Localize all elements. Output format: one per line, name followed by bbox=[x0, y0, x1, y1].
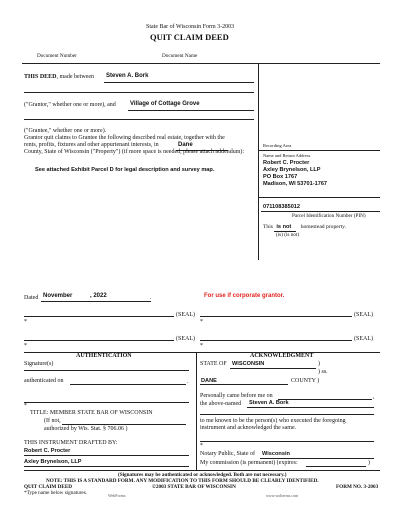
legal-description: See attached Exhibit Parcel D for legal description and survey map. bbox=[35, 167, 215, 173]
footer-note-1: (Signatures may be authenticated or acknowledged. Both are not necessary.) bbox=[118, 472, 287, 478]
authentication-heading: AUTHENTICATION bbox=[76, 353, 132, 359]
commission-label: My commission (is permanent) (expires: bbox=[200, 460, 298, 466]
above-named-label: the above-named bbox=[200, 401, 242, 407]
comma: , bbox=[373, 394, 375, 400]
seal-label: (SEAL) bbox=[354, 312, 373, 318]
return-address-label: Name and Return Address bbox=[263, 153, 311, 158]
document-name-label: Document Name bbox=[162, 53, 198, 59]
homestead-note: (is) (is not) bbox=[276, 232, 300, 238]
footer-right: FORM NO. 3-2003 bbox=[336, 484, 379, 490]
signature-line[interactable] bbox=[24, 340, 174, 341]
commission-expiry-field[interactable] bbox=[306, 466, 366, 467]
right-panel-divider bbox=[258, 63, 259, 260]
if-not-label: (If not, bbox=[44, 418, 61, 424]
top-rule bbox=[22, 63, 380, 64]
asterisk: * bbox=[24, 403, 27, 409]
dated-month[interactable]: November bbox=[43, 293, 73, 299]
county-name[interactable]: Dane bbox=[178, 142, 193, 148]
return-address-line: Axley Brynelson, LLP bbox=[263, 167, 321, 173]
dated-label: Dated bbox=[24, 295, 39, 301]
pin-value[interactable]: 071108385012 bbox=[263, 204, 301, 210]
seal-label: (SEAL) bbox=[354, 336, 373, 342]
return-address[interactable] bbox=[263, 160, 327, 188]
grantor-name[interactable]: Steven A. Bork bbox=[106, 73, 149, 79]
notary-state[interactable]: Wisconsin bbox=[262, 451, 290, 457]
conveyance-line-2: rents, profits, fixtures and other appurtenant interests, in bbox=[24, 142, 159, 148]
grantee-name[interactable]: Village of Cottage Grove bbox=[130, 101, 200, 107]
seal-label: (SEAL) bbox=[176, 336, 195, 342]
made-between-label: , made between bbox=[56, 74, 94, 80]
known-line-1: to me known to be the person(s) who executed the foregoing bbox=[200, 418, 346, 424]
drafted-by-firm[interactable]: Axley Brynelson, LLP bbox=[24, 459, 82, 465]
homestead-pre: This bbox=[263, 224, 273, 230]
return-address-line: Robert C. Procter bbox=[263, 160, 310, 166]
title-line: TITLE: MEMBER STATE BAR OF WISCONSIN bbox=[30, 410, 153, 416]
notary-label: Notary Public, State of bbox=[200, 451, 255, 457]
drafted-by-label: THIS INSTRUMENT DRAFTED BY: bbox=[24, 440, 118, 446]
form-line: State Bar of Wisconsin Form 3-2003 bbox=[146, 24, 235, 30]
authenticated-on-field[interactable] bbox=[70, 384, 186, 385]
corporate-grantor-note: For use if corporate grantor. bbox=[204, 293, 285, 299]
drafted-by-name[interactable]: Robert C. Procter bbox=[24, 448, 71, 454]
page-title: QUIT CLAIM DEED bbox=[150, 32, 229, 42]
homestead-line bbox=[263, 224, 346, 230]
pin-label: Parcel Identification Number (PIN) bbox=[292, 213, 366, 219]
asterisk: * bbox=[24, 343, 27, 349]
grantee-label: ("Grantee," whether one or more). bbox=[24, 128, 107, 134]
authenticated-on-label: authenticated on bbox=[24, 378, 64, 384]
asterisk: * bbox=[24, 319, 27, 325]
conveyance-line-1: Grantor quit claims to Grantee the following described real estate, together with the bbox=[24, 135, 225, 141]
signatures-label: Signature(s) bbox=[24, 361, 54, 367]
return-address-line: Madison, WI 53701-1767 bbox=[263, 181, 328, 187]
document-number-label: Document Number bbox=[37, 53, 77, 59]
authorized-label: authorized by Wis. Stat. § 706.06 ) bbox=[44, 426, 128, 432]
footer-center: ©2003 STATE BAR OF WISCONSIN bbox=[152, 484, 236, 490]
seal-label: (SEAL) bbox=[176, 312, 195, 318]
type-note: *Type name below signatures. bbox=[24, 490, 88, 496]
this-deed-line bbox=[24, 74, 94, 80]
return-address-line: PO Box 1767 bbox=[263, 174, 298, 180]
notary-signature-line[interactable] bbox=[200, 441, 374, 442]
webforms-label: WebForms bbox=[108, 493, 126, 498]
homestead-value[interactable]: is not bbox=[276, 224, 292, 230]
recording-area-label: Recording Area bbox=[263, 143, 292, 148]
homestead-post: homestead property. bbox=[300, 224, 346, 230]
signature-line[interactable] bbox=[24, 316, 174, 317]
signature-line[interactable] bbox=[200, 340, 352, 341]
section-divider bbox=[196, 352, 197, 470]
site-label: www.wolterms.com bbox=[266, 493, 299, 498]
state-label: STATE OF bbox=[200, 361, 227, 367]
footer-left: QUIT CLAIM DEED bbox=[24, 484, 73, 490]
known-line-2: instrument and acknowledged the same. bbox=[200, 425, 297, 431]
county-label: COUNTY ) bbox=[291, 378, 320, 384]
asterisk: * bbox=[200, 319, 203, 325]
ss-label: ) ss. bbox=[318, 369, 328, 375]
acknowledgment-date-field[interactable] bbox=[278, 399, 372, 400]
signature-line[interactable] bbox=[200, 316, 352, 317]
acknowledgment-heading: ACKNOWLEDGMENT bbox=[250, 353, 314, 359]
grantor-label: ("Grantor," whether one or more), and bbox=[24, 102, 116, 108]
conveyance-line-3: County, State of Wisconsin ("Property") (if more space is needed, please attach addendum): bbox=[24, 149, 245, 155]
asterisk: * bbox=[200, 343, 203, 349]
county-value[interactable]: DANE bbox=[201, 378, 217, 384]
this-deed-label: THIS DEED bbox=[24, 74, 57, 80]
asterisk: * bbox=[200, 443, 203, 449]
dated-year[interactable]: , 2022 bbox=[90, 293, 107, 299]
footer-note-2: NOTE: THIS IS A STANDARD FORM. ANY MODIFICATION TO THIS FORM SHOULD BE CLEARLY IDENTIFIED. bbox=[46, 478, 319, 484]
authenticator-signature-line[interactable] bbox=[24, 402, 189, 403]
state-value[interactable]: WISCONSIN bbox=[232, 361, 265, 367]
personally-came-label: Personally came before me on bbox=[200, 393, 273, 399]
paren: ) bbox=[318, 361, 320, 367]
commission-close: ) bbox=[368, 460, 370, 466]
above-named-value[interactable]: Steven A. Bork bbox=[249, 400, 289, 406]
